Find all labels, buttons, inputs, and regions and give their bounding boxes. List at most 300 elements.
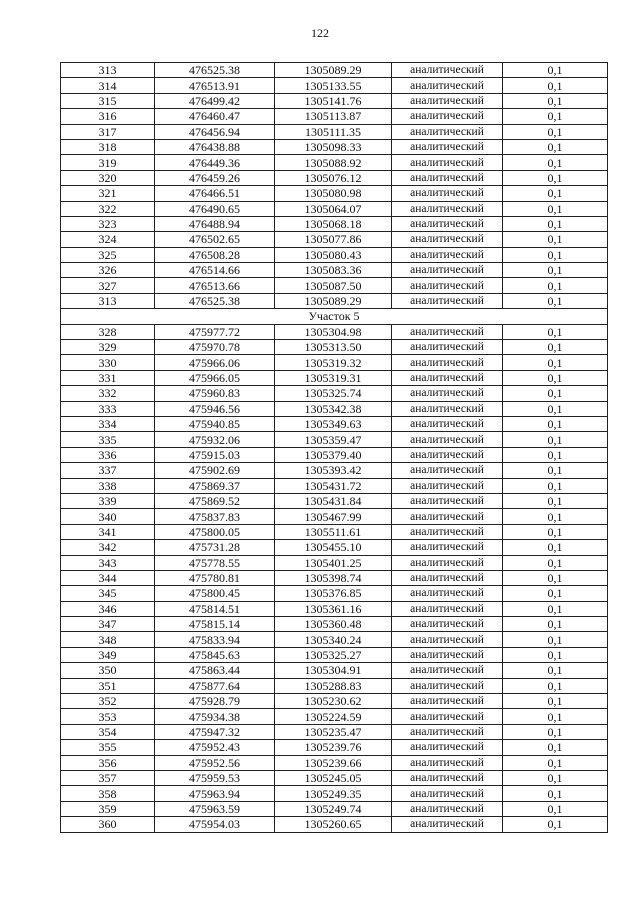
y-coordinate-cell: 1305113.87	[275, 109, 392, 124]
accuracy-cell: 0,1	[503, 555, 608, 570]
x-coordinate-cell: 475952.43	[155, 740, 275, 755]
method-cell: аналитический	[392, 786, 503, 801]
y-coordinate-cell: 1305239.66	[275, 755, 392, 770]
y-coordinate-cell: 1305304.98	[275, 324, 392, 339]
accuracy-cell: 0,1	[503, 463, 608, 478]
accuracy-cell: 0,1	[503, 801, 608, 816]
table-row	[61, 63, 608, 78]
method-cell: аналитический	[392, 632, 503, 647]
x-coordinate-cell: 476438.88	[155, 139, 275, 154]
accuracy-cell: 0,1	[503, 340, 608, 355]
method-cell: аналитический	[392, 770, 503, 785]
table-row	[61, 232, 608, 247]
y-coordinate-cell: 1305511.61	[275, 524, 392, 539]
x-coordinate-cell: 476525.38	[155, 293, 275, 308]
point-number-cell: 332	[61, 386, 155, 401]
x-coordinate-cell: 475863.44	[155, 663, 275, 678]
table-row	[61, 109, 608, 124]
y-coordinate-cell: 1305288.83	[275, 678, 392, 693]
accuracy-cell: 0,1	[503, 709, 608, 724]
y-coordinate-cell: 1305340.24	[275, 632, 392, 647]
table-row	[61, 663, 608, 678]
method-cell: аналитический	[392, 555, 503, 570]
method-cell: аналитический	[392, 540, 503, 555]
method-cell: аналитический	[392, 432, 503, 447]
accuracy-cell: 0,1	[503, 493, 608, 508]
point-number-cell: 352	[61, 694, 155, 709]
x-coordinate-cell: 475928.79	[155, 694, 275, 709]
point-number-cell: 356	[61, 755, 155, 770]
x-coordinate-cell: 475815.14	[155, 617, 275, 632]
y-coordinate-cell: 1305361.16	[275, 601, 392, 616]
accuracy-cell: 0,1	[503, 278, 608, 293]
point-number-cell: 345	[61, 586, 155, 601]
table-row	[61, 186, 608, 201]
method-cell: аналитический	[392, 155, 503, 170]
method-cell: аналитический	[392, 401, 503, 416]
point-number-cell: 327	[61, 278, 155, 293]
accuracy-cell: 0,1	[503, 601, 608, 616]
y-coordinate-cell: 1305260.65	[275, 817, 392, 832]
x-coordinate-cell: 476490.65	[155, 201, 275, 216]
point-number-cell: 358	[61, 786, 155, 801]
x-coordinate-cell: 475970.78	[155, 340, 275, 355]
point-number-cell: 357	[61, 770, 155, 785]
method-cell: аналитический	[392, 247, 503, 262]
x-coordinate-cell: 476459.26	[155, 170, 275, 185]
x-coordinate-cell: 475800.05	[155, 524, 275, 539]
y-coordinate-cell: 1305141.76	[275, 93, 392, 108]
accuracy-cell: 0,1	[503, 663, 608, 678]
y-coordinate-cell: 1305431.84	[275, 493, 392, 508]
table-row	[61, 93, 608, 108]
x-coordinate-cell: 475952.56	[155, 755, 275, 770]
method-cell: аналитический	[392, 324, 503, 339]
table-row	[61, 216, 608, 231]
accuracy-cell: 0,1	[503, 770, 608, 785]
method-cell: аналитический	[392, 263, 503, 278]
accuracy-cell: 0,1	[503, 370, 608, 385]
accuracy-cell: 0,1	[503, 570, 608, 585]
accuracy-cell: 0,1	[503, 724, 608, 739]
method-cell: аналитический	[392, 740, 503, 755]
method-cell: аналитический	[392, 355, 503, 370]
accuracy-cell: 0,1	[503, 93, 608, 108]
method-cell: аналитический	[392, 63, 503, 78]
table-row	[61, 801, 608, 816]
point-number-cell: 342	[61, 540, 155, 555]
y-coordinate-cell: 1305089.29	[275, 63, 392, 78]
method-cell: аналитический	[392, 817, 503, 832]
y-coordinate-cell: 1305398.74	[275, 570, 392, 585]
table-row	[61, 570, 608, 585]
accuracy-cell: 0,1	[503, 524, 608, 539]
table-row	[61, 278, 608, 293]
point-number-cell: 314	[61, 78, 155, 93]
y-coordinate-cell: 1305467.99	[275, 509, 392, 524]
point-number-cell: 346	[61, 601, 155, 616]
y-coordinate-cell: 1305249.74	[275, 801, 392, 816]
x-coordinate-cell: 476456.94	[155, 124, 275, 139]
coordinates-table	[60, 62, 608, 833]
method-cell: аналитический	[392, 386, 503, 401]
table-row	[61, 78, 608, 93]
y-coordinate-cell: 1305068.18	[275, 216, 392, 231]
accuracy-cell: 0,1	[503, 586, 608, 601]
x-coordinate-cell: 475845.63	[155, 647, 275, 662]
table-row	[61, 416, 608, 431]
method-cell: аналитический	[392, 601, 503, 616]
point-number-cell: 315	[61, 93, 155, 108]
method-cell: аналитический	[392, 801, 503, 816]
method-cell: аналитический	[392, 93, 503, 108]
accuracy-cell: 0,1	[503, 139, 608, 154]
y-coordinate-cell: 1305393.42	[275, 463, 392, 478]
accuracy-cell: 0,1	[503, 786, 608, 801]
y-coordinate-cell: 1305249.35	[275, 786, 392, 801]
y-coordinate-cell: 1305342.38	[275, 401, 392, 416]
method-cell: аналитический	[392, 694, 503, 709]
y-coordinate-cell: 1305089.29	[275, 293, 392, 308]
table-row	[61, 386, 608, 401]
x-coordinate-cell: 475963.94	[155, 786, 275, 801]
table-row	[61, 617, 608, 632]
accuracy-cell: 0,1	[503, 617, 608, 632]
table-row	[61, 324, 608, 339]
table-row	[61, 709, 608, 724]
method-cell: аналитический	[392, 232, 503, 247]
x-coordinate-cell: 476466.51	[155, 186, 275, 201]
y-coordinate-cell: 1305319.32	[275, 355, 392, 370]
table-row	[61, 340, 608, 355]
method-cell: аналитический	[392, 293, 503, 308]
point-number-cell: 319	[61, 155, 155, 170]
x-coordinate-cell: 475869.37	[155, 478, 275, 493]
y-coordinate-cell: 1305360.48	[275, 617, 392, 632]
y-coordinate-cell: 1305111.35	[275, 124, 392, 139]
point-number-cell: 330	[61, 355, 155, 370]
x-coordinate-cell: 475915.03	[155, 447, 275, 462]
accuracy-cell: 0,1	[503, 293, 608, 308]
table-row	[61, 694, 608, 709]
table-row	[61, 786, 608, 801]
accuracy-cell: 0,1	[503, 170, 608, 185]
point-number-cell: 359	[61, 801, 155, 816]
accuracy-cell: 0,1	[503, 247, 608, 262]
method-cell: аналитический	[392, 678, 503, 693]
x-coordinate-cell: 476525.38	[155, 63, 275, 78]
accuracy-cell: 0,1	[503, 78, 608, 93]
point-number-cell: 329	[61, 340, 155, 355]
y-coordinate-cell: 1305325.27	[275, 647, 392, 662]
table-row	[61, 463, 608, 478]
table-row	[61, 401, 608, 416]
table-row	[61, 524, 608, 539]
x-coordinate-cell: 476499.42	[155, 93, 275, 108]
method-cell: аналитический	[392, 216, 503, 231]
method-cell: аналитический	[392, 170, 503, 185]
method-cell: аналитический	[392, 478, 503, 493]
point-number-cell: 316	[61, 109, 155, 124]
accuracy-cell: 0,1	[503, 155, 608, 170]
accuracy-cell: 0,1	[503, 324, 608, 339]
accuracy-cell: 0,1	[503, 755, 608, 770]
section-row	[61, 309, 608, 324]
point-number-cell: 313	[61, 293, 155, 308]
y-coordinate-cell: 1305325.74	[275, 386, 392, 401]
accuracy-cell: 0,1	[503, 263, 608, 278]
method-cell: аналитический	[392, 370, 503, 385]
table-row	[61, 478, 608, 493]
method-cell: аналитический	[392, 663, 503, 678]
y-coordinate-cell: 1305224.59	[275, 709, 392, 724]
x-coordinate-cell: 475800.45	[155, 586, 275, 601]
point-number-cell: 318	[61, 139, 155, 154]
accuracy-cell: 0,1	[503, 647, 608, 662]
point-number-cell: 347	[61, 617, 155, 632]
method-cell: аналитический	[392, 416, 503, 431]
y-coordinate-cell: 1305064.07	[275, 201, 392, 216]
point-number-cell: 343	[61, 555, 155, 570]
x-coordinate-cell: 475966.06	[155, 355, 275, 370]
point-number-cell: 321	[61, 186, 155, 201]
accuracy-cell: 0,1	[503, 386, 608, 401]
table-row	[61, 740, 608, 755]
table-row	[61, 678, 608, 693]
method-cell: аналитический	[392, 124, 503, 139]
y-coordinate-cell: 1305376.85	[275, 586, 392, 601]
accuracy-cell: 0,1	[503, 678, 608, 693]
accuracy-cell: 0,1	[503, 540, 608, 555]
method-cell: аналитический	[392, 447, 503, 462]
table-row	[61, 632, 608, 647]
table-body-before	[61, 63, 608, 309]
point-number-cell: 317	[61, 124, 155, 139]
point-number-cell: 340	[61, 509, 155, 524]
method-cell: аналитический	[392, 586, 503, 601]
method-cell: аналитический	[392, 340, 503, 355]
point-number-cell: 353	[61, 709, 155, 724]
point-number-cell: 355	[61, 740, 155, 755]
y-coordinate-cell: 1305239.76	[275, 740, 392, 755]
table-row	[61, 770, 608, 785]
x-coordinate-cell: 476513.91	[155, 78, 275, 93]
table-row	[61, 755, 608, 770]
point-number-cell: 326	[61, 263, 155, 278]
table-row	[61, 170, 608, 185]
x-coordinate-cell: 475977.72	[155, 324, 275, 339]
x-coordinate-cell: 475814.51	[155, 601, 275, 616]
method-cell: аналитический	[392, 78, 503, 93]
accuracy-cell: 0,1	[503, 232, 608, 247]
y-coordinate-cell: 1305098.33	[275, 139, 392, 154]
point-number-cell: 338	[61, 478, 155, 493]
y-coordinate-cell: 1305235.47	[275, 724, 392, 739]
y-coordinate-cell: 1305088.92	[275, 155, 392, 170]
table-row	[61, 817, 608, 832]
table-row	[61, 201, 608, 216]
table-row	[61, 601, 608, 616]
method-cell: аналитический	[392, 463, 503, 478]
table-row	[61, 540, 608, 555]
point-number-cell: 344	[61, 570, 155, 585]
table-body-after	[61, 324, 608, 832]
table-row	[61, 447, 608, 462]
accuracy-cell: 0,1	[503, 509, 608, 524]
point-number-cell: 322	[61, 201, 155, 216]
table-row	[61, 155, 608, 170]
point-number-cell: 341	[61, 524, 155, 539]
y-coordinate-cell: 1305080.98	[275, 186, 392, 201]
table-row	[61, 370, 608, 385]
accuracy-cell: 0,1	[503, 401, 608, 416]
section-row-group	[61, 309, 608, 324]
accuracy-cell: 0,1	[503, 216, 608, 231]
table-row	[61, 293, 608, 308]
accuracy-cell: 0,1	[503, 740, 608, 755]
y-coordinate-cell: 1305455.10	[275, 540, 392, 555]
table-row	[61, 586, 608, 601]
table-row	[61, 124, 608, 139]
x-coordinate-cell: 476502.65	[155, 232, 275, 247]
y-coordinate-cell: 1305083.36	[275, 263, 392, 278]
table-row	[61, 493, 608, 508]
x-coordinate-cell: 475959.53	[155, 770, 275, 785]
accuracy-cell: 0,1	[503, 416, 608, 431]
x-coordinate-cell: 476449.36	[155, 155, 275, 170]
method-cell: аналитический	[392, 493, 503, 508]
method-cell: аналитический	[392, 201, 503, 216]
point-number-cell: 313	[61, 63, 155, 78]
x-coordinate-cell: 475963.59	[155, 801, 275, 816]
x-coordinate-cell: 475731.28	[155, 540, 275, 555]
point-number-cell: 336	[61, 447, 155, 462]
x-coordinate-cell: 475932.06	[155, 432, 275, 447]
x-coordinate-cell: 475778.55	[155, 555, 275, 570]
table-row	[61, 139, 608, 154]
accuracy-cell: 0,1	[503, 447, 608, 462]
point-number-cell: 349	[61, 647, 155, 662]
x-coordinate-cell: 476513.66	[155, 278, 275, 293]
x-coordinate-cell: 475833.94	[155, 632, 275, 647]
point-number-cell: 351	[61, 678, 155, 693]
method-cell: аналитический	[392, 509, 503, 524]
table-row	[61, 263, 608, 278]
y-coordinate-cell: 1305080.43	[275, 247, 392, 262]
table-row	[61, 647, 608, 662]
x-coordinate-cell: 475940.85	[155, 416, 275, 431]
method-cell: аналитический	[392, 186, 503, 201]
x-coordinate-cell: 475966.05	[155, 370, 275, 385]
point-number-cell: 325	[61, 247, 155, 262]
x-coordinate-cell: 475780.81	[155, 570, 275, 585]
accuracy-cell: 0,1	[503, 632, 608, 647]
x-coordinate-cell: 476508.28	[155, 247, 275, 262]
method-cell: аналитический	[392, 278, 503, 293]
x-coordinate-cell: 475954.03	[155, 817, 275, 832]
x-coordinate-cell: 476488.94	[155, 216, 275, 231]
x-coordinate-cell: 475902.69	[155, 463, 275, 478]
method-cell: аналитический	[392, 139, 503, 154]
y-coordinate-cell: 1305304.91	[275, 663, 392, 678]
y-coordinate-cell: 1305076.12	[275, 170, 392, 185]
page-number: 122	[311, 26, 329, 40]
accuracy-cell: 0,1	[503, 694, 608, 709]
y-coordinate-cell: 1305349.63	[275, 416, 392, 431]
y-coordinate-cell: 1305245.05	[275, 770, 392, 785]
y-coordinate-cell: 1305401.25	[275, 555, 392, 570]
accuracy-cell: 0,1	[503, 201, 608, 216]
accuracy-cell: 0,1	[503, 63, 608, 78]
x-coordinate-cell: 476514.66	[155, 263, 275, 278]
x-coordinate-cell: 475960.83	[155, 386, 275, 401]
y-coordinate-cell: 1305431.72	[275, 478, 392, 493]
table-row	[61, 432, 608, 447]
x-coordinate-cell: 475869.52	[155, 493, 275, 508]
y-coordinate-cell: 1305230.62	[275, 694, 392, 709]
accuracy-cell: 0,1	[503, 817, 608, 832]
point-number-cell: 333	[61, 401, 155, 416]
y-coordinate-cell: 1305379.40	[275, 447, 392, 462]
y-coordinate-cell: 1305087.50	[275, 278, 392, 293]
point-number-cell: 337	[61, 463, 155, 478]
table-row	[61, 555, 608, 570]
method-cell: аналитический	[392, 755, 503, 770]
table-row	[61, 509, 608, 524]
point-number-cell: 335	[61, 432, 155, 447]
y-coordinate-cell: 1305313.50	[275, 340, 392, 355]
y-coordinate-cell: 1305077.86	[275, 232, 392, 247]
point-number-cell: 350	[61, 663, 155, 678]
method-cell: аналитический	[392, 524, 503, 539]
accuracy-cell: 0,1	[503, 478, 608, 493]
point-number-cell: 320	[61, 170, 155, 185]
accuracy-cell: 0,1	[503, 186, 608, 201]
x-coordinate-cell: 475947.32	[155, 724, 275, 739]
method-cell: аналитический	[392, 709, 503, 724]
y-coordinate-cell: 1305319.31	[275, 370, 392, 385]
point-number-cell: 334	[61, 416, 155, 431]
table-row	[61, 355, 608, 370]
x-coordinate-cell: 476460.47	[155, 109, 275, 124]
point-number-cell: 354	[61, 724, 155, 739]
accuracy-cell: 0,1	[503, 355, 608, 370]
method-cell: аналитический	[392, 647, 503, 662]
point-number-cell: 348	[61, 632, 155, 647]
accuracy-cell: 0,1	[503, 109, 608, 124]
x-coordinate-cell: 475837.83	[155, 509, 275, 524]
accuracy-cell: 0,1	[503, 432, 608, 447]
accuracy-cell: 0,1	[503, 124, 608, 139]
y-coordinate-cell: 1305359.47	[275, 432, 392, 447]
point-number-cell: 331	[61, 370, 155, 385]
x-coordinate-cell: 475934.38	[155, 709, 275, 724]
point-number-cell: 339	[61, 493, 155, 508]
y-coordinate-cell: 1305133.55	[275, 78, 392, 93]
method-cell: аналитический	[392, 724, 503, 739]
x-coordinate-cell: 475946.56	[155, 401, 275, 416]
point-number-cell: 328	[61, 324, 155, 339]
x-coordinate-cell: 475877.64	[155, 678, 275, 693]
method-cell: аналитический	[392, 617, 503, 632]
point-number-cell: 324	[61, 232, 155, 247]
point-number-cell: 323	[61, 216, 155, 231]
table-row	[61, 724, 608, 739]
method-cell: аналитический	[392, 109, 503, 124]
method-cell: аналитический	[392, 570, 503, 585]
table-row	[61, 247, 608, 262]
section-title: Участок 5	[61, 309, 608, 324]
